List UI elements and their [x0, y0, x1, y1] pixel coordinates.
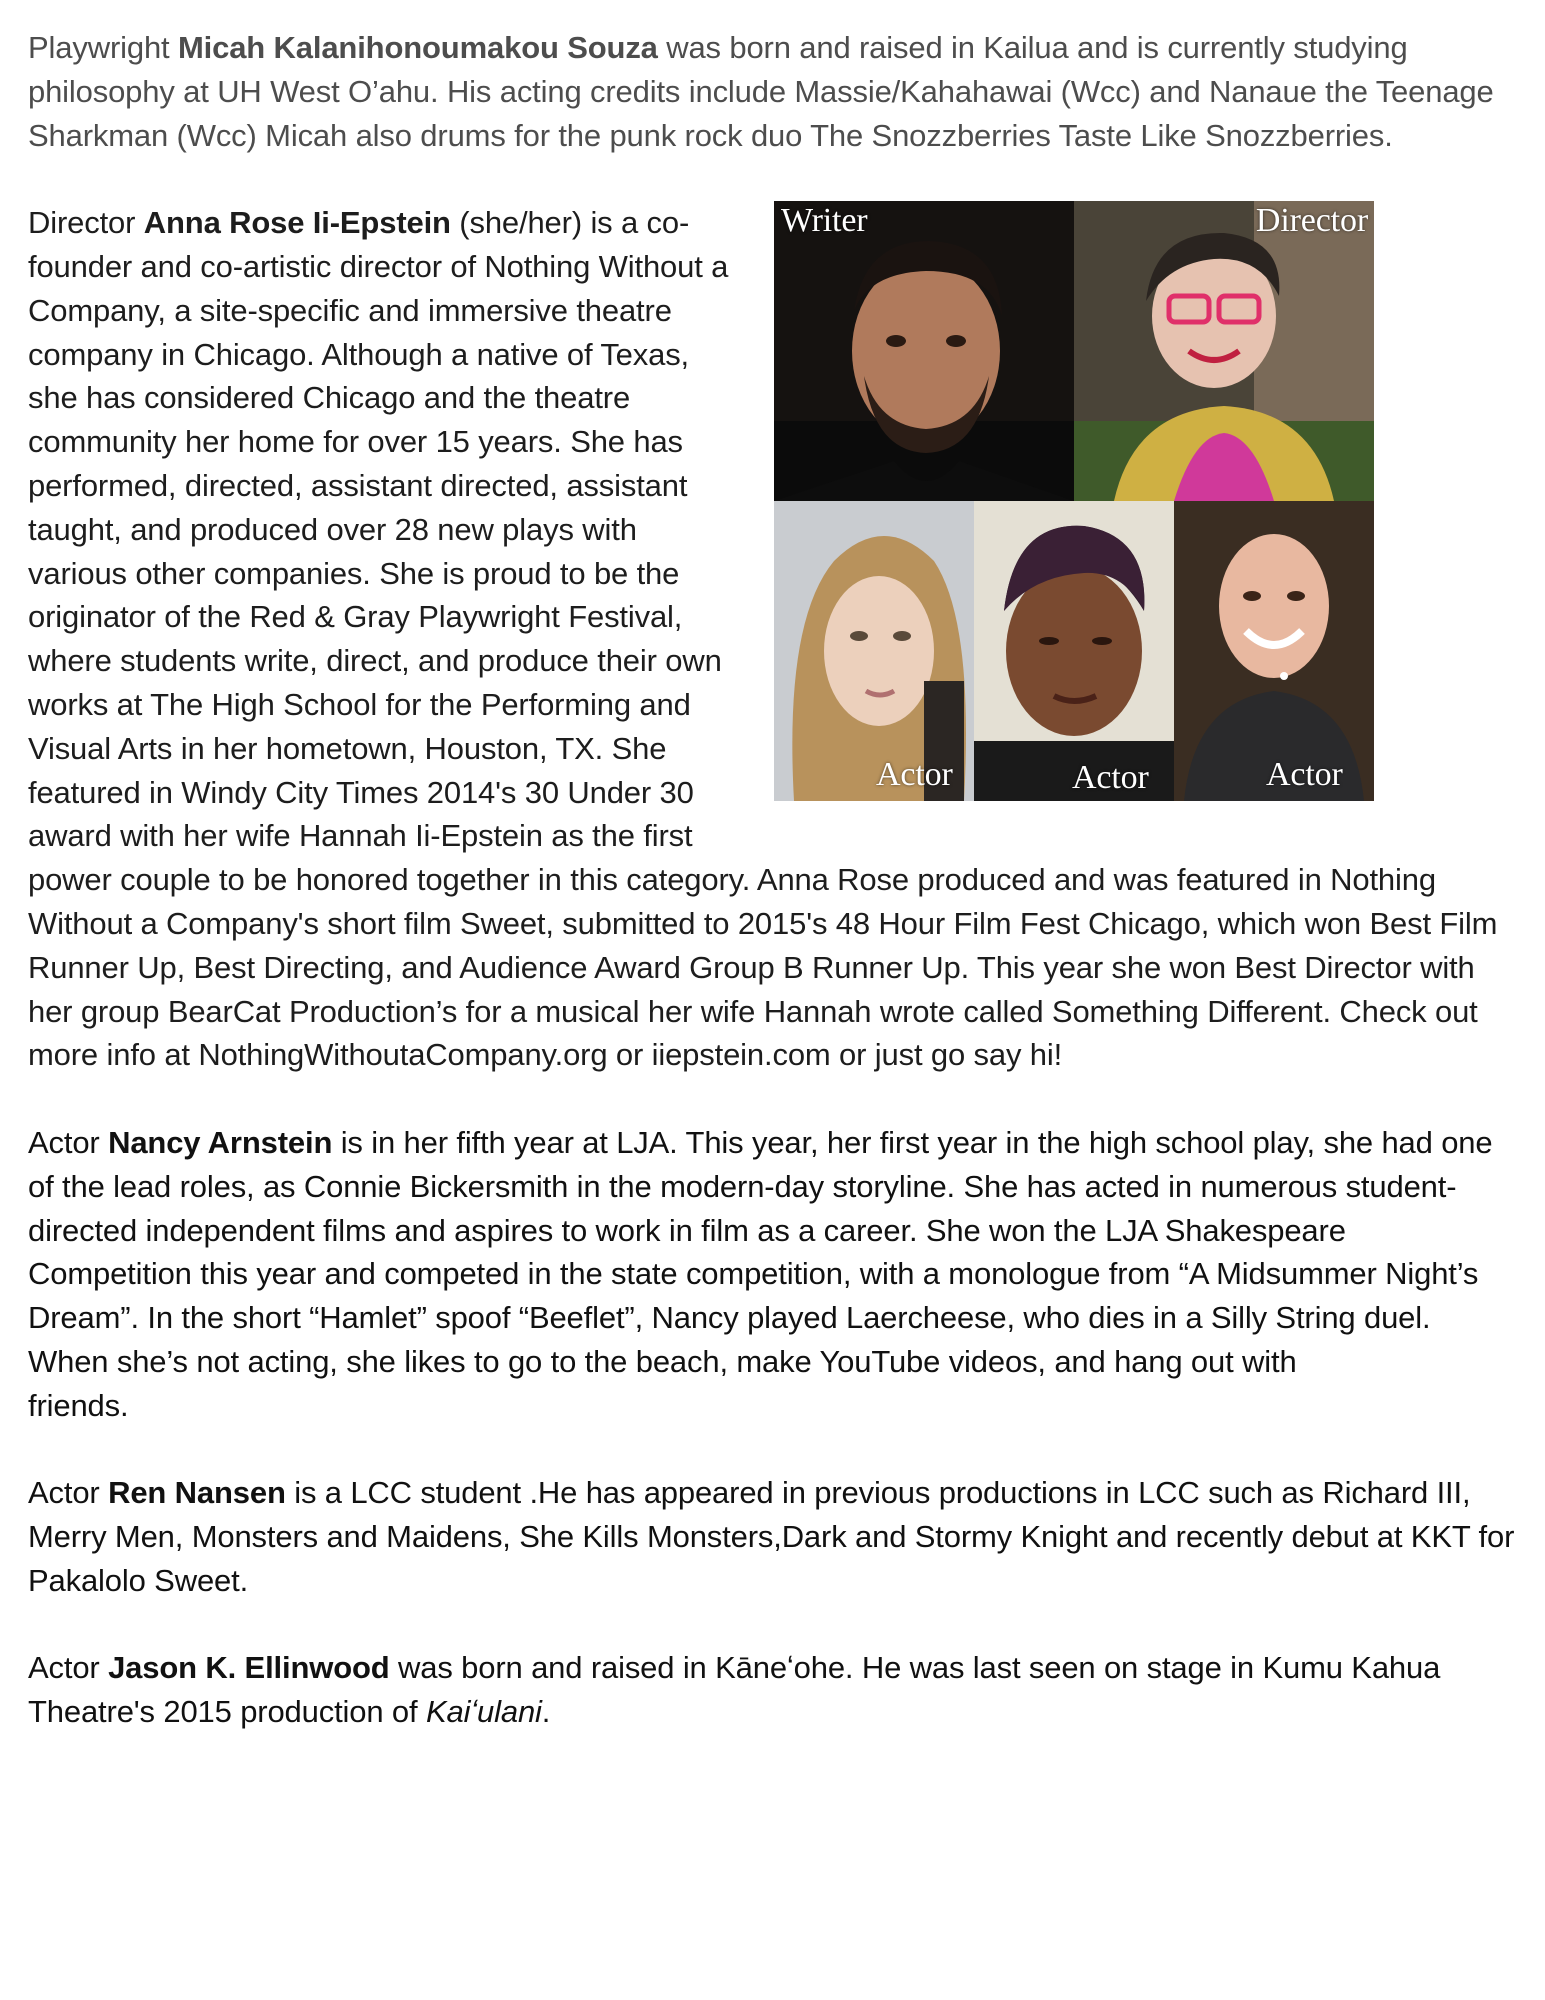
nancy-text: is in her fifth year at LJA. This year, her first year in the high school play, she had one of the lead roles, as Connie Bickersmith in the modern-day storyline. She has acted in numerous student-directed independent films and aspires to work in film as a career. She won the LJA Shakespeare Competition this year and competed in the state competition, with a monologue from “A Midsummer Night’s Dream”. In the short “Hamlet” spoof “Beeflet”, Nancy played Laercheese, who dies in a Silly String duel. When she’s not acting, she likes to go to the beach, make YouTube videos, and hang out with — [28, 1124, 1493, 1379]
director-portrait-image — [1074, 201, 1374, 501]
actor-photo-1 — [774, 501, 974, 801]
cast-photo-collage — [774, 201, 1374, 801]
nancy-bio — [28, 1121, 1517, 1428]
nancy-name: Nancy Arnstein — [108, 1124, 333, 1160]
director-text: (she/her) is a co-founder and co-artistic director of Nothing Without a Company, a site-specific and immersive theatre company in Chicago. Although a native of Texas, she has considered Chicago and the theatre community her home for over 15 years. She has performed, directed, assistant directed, assistant taught, and produced over 28 new plays with various other companies. She is proud to be the originator of the Red & Gray Playwright Festival, where students write, direct, and produce their own works at The High School for the Performing and Visual Arts in her hometown, Houston, TX. She featured in Windy City Times 2014's 30 Under 30 award with her wife Hannah Ii-Epstein as the first power couple to be honored together in this category. Anna Rose produced and was featured in Nothing Without a Company's short film Sweet, submitted to 2015's 48 Hour Film Fest Chicago, which won Best Film Runner Up, Best Directing, and Audience Award Group B Runner Up. This year she won Best Director with her group BearCat Production’s for a musical her wife Hannah wrote called Something Different. Check out more info at NothingWithoutaCompany.org or iiepstein.com or just go say hi! — [28, 205, 1498, 1073]
actor-photo-3 — [1174, 501, 1374, 801]
director-photo — [1074, 201, 1374, 501]
actor-2-caption: Actor — [1072, 759, 1149, 797]
actor-photo-2 — [974, 501, 1174, 801]
jason-text-end: . — [541, 1694, 551, 1730]
ren-text: is a LCC student .He has appeared in previous productions in LCC such as Richard III, Merry Men, Monsters and Maidens, She Kills Monsters,Dark and Stormy Knight and recently debut at KKT for Pakalolo Sweet. — [28, 1475, 1515, 1598]
director-caption: Director — [1255, 202, 1368, 240]
playwright-role: Playwright — [28, 30, 178, 65]
nancy-role: Actor — [28, 1124, 109, 1160]
ren-role: Actor — [28, 1475, 109, 1511]
ren-bio — [28, 1471, 1517, 1602]
jason-play-title: Kaiʻulani — [425, 1694, 542, 1730]
director-role: Director — [28, 205, 144, 241]
ren-name: Ren Nansen — [108, 1475, 286, 1511]
jason-text: was born and raised in Kāneʻohe. He was last seen on stage in Kumu Kahua Theatre's 2015 production of — [28, 1650, 1441, 1730]
writer-portrait-image — [774, 201, 1074, 501]
jason-role: Actor — [28, 1650, 109, 1686]
nancy-text-tail: friends. — [28, 1387, 129, 1423]
actor-1-caption: Actor — [876, 756, 953, 794]
playwright-bio — [28, 26, 1517, 157]
jason-name: Jason K. Ellinwood — [108, 1650, 390, 1686]
writer-caption: Writer — [781, 202, 868, 240]
writer-photo — [774, 201, 1074, 501]
jason-bio — [28, 1646, 1517, 1734]
actor-3-caption: Actor — [1266, 756, 1343, 794]
playwright-text: was born and raised in Kailua and is currently studying philosophy at UH West O’ahu. His acting credits include Massie/Kahahawai (Wcc) and Nanaue the Teenage Sharkman (Wcc) Micah also drums for the punk rock duo The Snozzberries Taste Like Snozzberries. — [28, 30, 1494, 153]
playwright-name: Micah Kalanihonoumakou Souza — [177, 30, 658, 65]
director-name: Anna Rose Ii-Epstein — [143, 205, 451, 241]
director-bio — [28, 201, 1517, 1077]
